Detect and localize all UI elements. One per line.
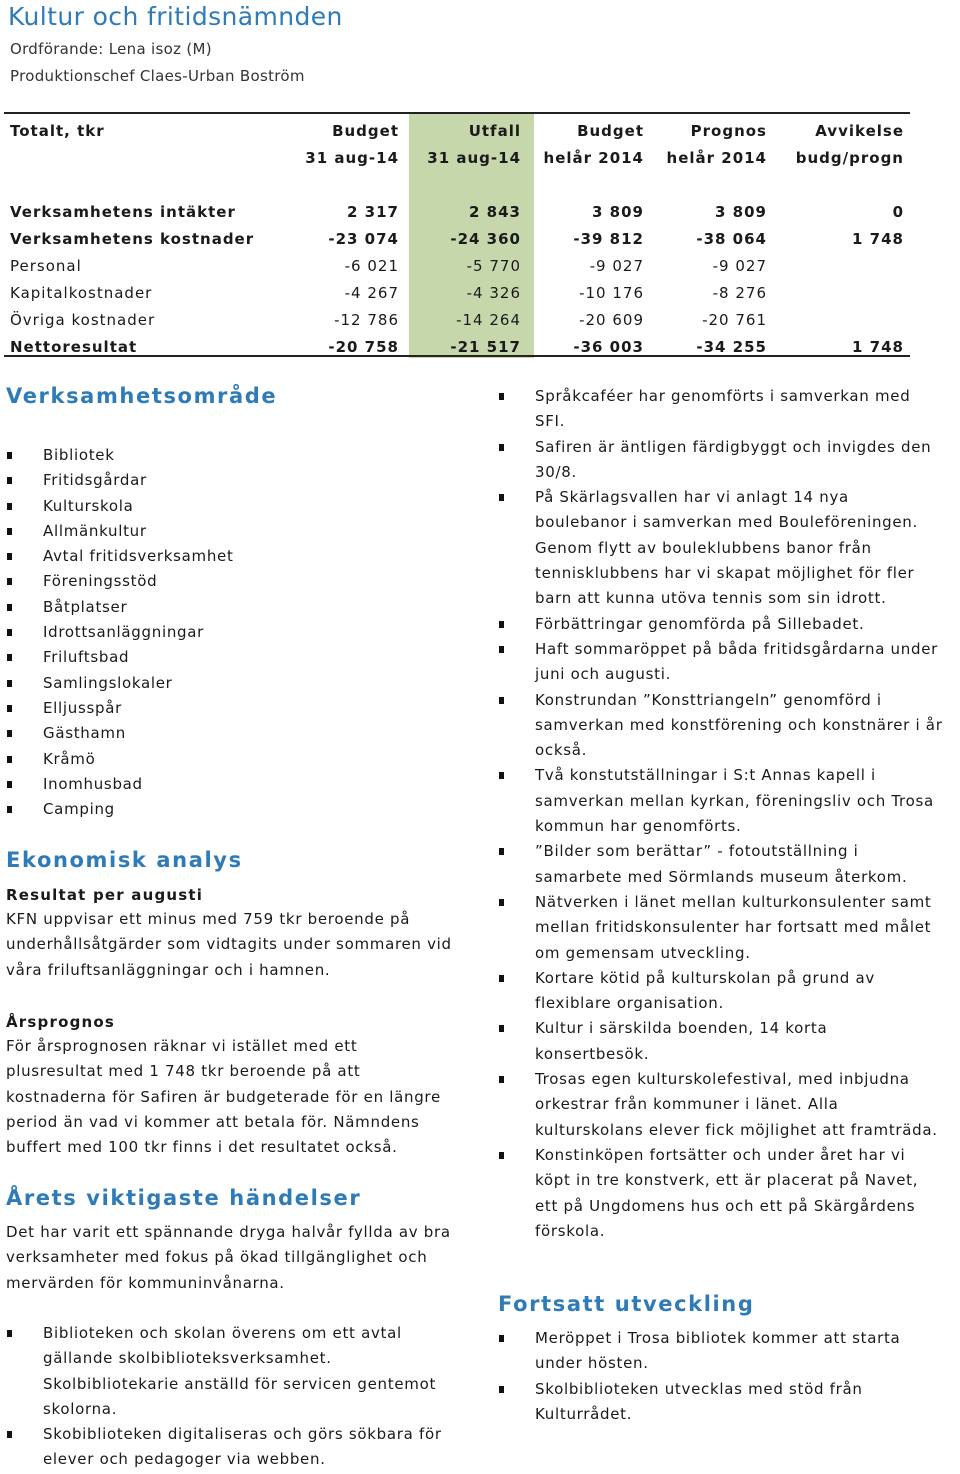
text-line: Biblioteken och skolan överens om ett avtal: [43, 1324, 402, 1342]
table-row: [4, 311, 910, 338]
cell-budget: -20 758: [328, 338, 399, 356]
header-cell: budg/progn: [795, 149, 904, 167]
text-line: Skolbiblioteken utvecklas med stöd från: [535, 1379, 863, 1398]
page-title: Kultur och fritidsnämnden: [8, 2, 343, 31]
table-row: [4, 230, 910, 257]
text-line: Skobiblioteken digitaliseras och görs sökbara för: [43, 1425, 442, 1444]
list-item: [498, 612, 960, 637]
cell-avvikelse: 1 748: [852, 230, 904, 248]
text-line: period än vad vi kommer att betala för. Nämndens: [6, 1112, 420, 1131]
production-chief-line: Produktionschef Claes-Urban Boström: [10, 67, 305, 85]
text-line: samverkan med konstförening och konstnärer i år: [535, 715, 943, 734]
header-cell: Avvikelse: [815, 122, 904, 140]
text-line: Nätverken i länet mellan kulturkonsulenter samt: [535, 892, 932, 911]
cell-budget: -12 786: [334, 311, 399, 329]
text-line: Konstinköpen fortsätter och under året har vi: [535, 1145, 906, 1164]
header-cell: Totalt, tkr: [10, 122, 105, 140]
text-line: elever och pedagoger via webben.: [43, 1450, 326, 1469]
list-item: Föreningsstöd: [6, 569, 466, 594]
table-row: [4, 284, 910, 311]
list-item: [498, 1326, 960, 1377]
table-row: [4, 257, 910, 284]
text-line: buffert med 100 tkr finns i det resultatet också.: [6, 1138, 398, 1157]
text-line: underhållsåtgärder som vidtagits under sommaren vid: [6, 935, 452, 954]
text-line: boulebanor i samverkan med Bouleföreningen.: [535, 513, 918, 532]
cell-budget-year: -10 176: [579, 284, 644, 302]
text-line: verksamheter med fokus på ökad tillgänglighet och: [6, 1248, 428, 1267]
cell-prognos: 3 809: [715, 203, 767, 221]
text-line: ”Bilder som berättar” - fotoutställning i: [535, 842, 859, 861]
text-line: Kulturrådet.: [535, 1404, 633, 1423]
text-line: plusresultat med 1 748 tkr beroende på att: [6, 1062, 361, 1081]
list-item: [498, 688, 960, 764]
list-item: Samlingslokaler: [6, 671, 466, 696]
text-line: mellan fritidskonsulenter har fortsatt med målet: [535, 918, 932, 937]
text-line: kulturskolans elever fick möjlighet att framträda.: [535, 1120, 938, 1139]
text-line: Meröppet i Trosa bibliotek kommer att starta: [535, 1329, 901, 1347]
fortsatt-list: [498, 1326, 960, 1427]
cell-budget: -4 267: [344, 284, 399, 302]
text-line: Språkcaféer har genomförts i samverkan med: [535, 387, 911, 405]
table-row: [4, 203, 910, 230]
verksamhet-list: [6, 443, 466, 822]
cell-prognos: -8 276: [712, 284, 767, 302]
table-header-row-1: [4, 122, 910, 149]
list-item: [498, 966, 960, 1017]
cell-utfall: -21 517: [450, 338, 521, 356]
text-line: också.: [535, 741, 588, 760]
header-cell: Budget: [332, 122, 399, 140]
arsprognos-subheading: Årsprognos: [6, 1013, 116, 1031]
text-line: orkestrar från kommuner i länet. Alla: [535, 1095, 839, 1114]
header-cell: Budget: [577, 122, 644, 140]
row-label: Verksamhetens intäkter: [10, 203, 236, 221]
cell-prognos: -34 255: [696, 338, 767, 356]
list-item: [498, 637, 960, 688]
verksamhet-heading: Verksamhetsområde: [6, 384, 278, 408]
text-line: köpt in tre konstverk, ett är placerat på Navet,: [535, 1171, 919, 1190]
text-line: våra friluftsanläggningar och i hamnen.: [6, 960, 331, 979]
list-item: Camping: [6, 797, 466, 822]
text-line: Genom flytt av bouleklubbens banor från: [535, 538, 872, 557]
list-item: Bibliotek: [6, 443, 466, 468]
cell-prognos: -38 064: [696, 230, 767, 248]
list-item: [6, 1321, 476, 1422]
text-line: Safiren är äntligen färdigbyggt och invigdes den: [535, 437, 932, 456]
ekonomisk-heading: Ekonomisk analys: [6, 848, 243, 872]
list-item: [498, 485, 960, 611]
text-line: Förbättringar genomförda på Sillebadet.: [535, 614, 865, 633]
list-item: [498, 763, 960, 839]
list-item: Fritidsgårdar: [6, 468, 466, 493]
cell-prognos: -20 761: [702, 311, 767, 329]
text-line: För årsprognosen räknar vi istället med ett: [6, 1037, 358, 1055]
table-top-rule: [4, 112, 910, 114]
cell-budget: -23 074: [328, 230, 399, 248]
list-item: Kulturskola: [6, 494, 466, 519]
text-line: Två konstutställningar i S:t Annas kapell i: [535, 766, 876, 785]
list-item: [498, 1143, 960, 1244]
cell-avvikelse: 0: [892, 203, 904, 221]
arsprognos-paragraph: [6, 1034, 476, 1160]
text-line: förskola.: [535, 1221, 606, 1240]
cell-budget-year: -20 609: [579, 311, 644, 329]
budget-table: [4, 112, 910, 358]
text-line: Kortare kötid på kulturskolan på grund av: [535, 968, 875, 987]
list-item: Kråmö: [6, 747, 466, 772]
resultat-subheading: Resultat per augusti: [6, 886, 204, 904]
row-label: Verksamhetens kostnader: [10, 230, 255, 248]
list-item: Avtal fritidsverksamhet: [6, 544, 466, 569]
cell-utfall: -5 770: [466, 257, 521, 275]
text-line: Det har varit ett spännande dryga halvår fyllda av bra: [6, 1223, 451, 1241]
header-cell: helår 2014: [666, 149, 767, 167]
handelser-heading: Årets viktigaste händelser: [6, 1186, 362, 1210]
resultat-paragraph: [6, 907, 476, 983]
handelser-list-left: [6, 1321, 476, 1473]
cell-budget-year: 3 809: [592, 203, 644, 221]
header-cell: Prognos: [690, 122, 767, 140]
text-line: flexiblare organisation.: [535, 994, 724, 1013]
text-line: samverkan mellan kyrkan, föreningsliv och Trosa: [535, 791, 934, 810]
table-header-row-2: [4, 149, 910, 176]
cell-prognos: -9 027: [712, 257, 767, 275]
cell-utfall: -24 360: [450, 230, 521, 248]
header-cell: helår 2014: [543, 149, 644, 167]
row-label: Personal: [10, 257, 82, 275]
text-line: ett på Ungdomens hus och ett på Skärgårdens: [535, 1196, 916, 1215]
text-line: under hösten.: [535, 1354, 649, 1373]
header-cell: 31 aug-14: [305, 149, 399, 167]
text-line: KFN uppvisar ett minus med 759 tkr beroende på: [6, 910, 411, 928]
list-item: Båtplatser: [6, 595, 466, 620]
fortsatt-heading: Fortsatt utveckling: [498, 1292, 755, 1316]
header-cell: 31 aug-14: [427, 149, 521, 167]
text-line: Konstrundan ”Konsttriangeln” genomförd i: [535, 690, 882, 709]
text-line: Kultur i särskilda boenden, 14 korta: [535, 1019, 828, 1038]
cell-utfall: -14 264: [456, 311, 521, 329]
text-line: kommun har genomförts.: [535, 817, 742, 836]
list-item: [6, 1422, 476, 1473]
text-line: skolorna.: [43, 1399, 118, 1418]
cell-budget: 2 317: [347, 203, 399, 221]
list-item: Gästhamn: [6, 721, 466, 746]
cell-budget-year: -36 003: [573, 338, 644, 356]
list-item: Allmänkultur: [6, 519, 466, 544]
cell-utfall: 2 843: [469, 203, 521, 221]
text-line: Haft sommaröppet på båda fritidsgårdarna under: [535, 639, 938, 658]
cell-budget-year: -39 812: [573, 230, 644, 248]
cell-budget-year: -9 027: [589, 257, 644, 275]
text-line: juni och augusti.: [535, 665, 672, 684]
handelser-list-right: [498, 384, 960, 1244]
list-item: [498, 1377, 960, 1428]
text-line: Skolbibliotekarie anställd för servicen gentemot: [43, 1374, 437, 1393]
row-label: Nettoresultat: [10, 338, 138, 356]
list-item: Inomhusbad: [6, 772, 466, 797]
row-label: Övriga kostnader: [10, 311, 156, 329]
text-line: konsertbesök.: [535, 1044, 650, 1063]
chair-line: Ordförande: Lena isoz (M): [10, 40, 212, 58]
cell-budget: -6 021: [344, 257, 399, 275]
list-item: [498, 1067, 960, 1143]
list-item: [498, 890, 960, 966]
list-item: [498, 839, 960, 890]
text-line: gällande skolbiblioteksverksamhet.: [43, 1349, 332, 1368]
text-line: tennisklubbens har vi skapat möjlighet för fler: [535, 564, 915, 583]
text-line: Trosas egen kulturskolefestival, med inbjudna: [535, 1070, 910, 1089]
list-item: [498, 435, 960, 486]
text-line: kostnaderna för Safiren är budgeterade för en längre: [6, 1087, 441, 1106]
header-cell: Utfall: [468, 122, 521, 140]
list-item: Idrottsanläggningar: [6, 620, 466, 645]
text-line: mervärden för kommuninvånarna.: [6, 1273, 285, 1292]
list-item: [498, 1016, 960, 1067]
list-item: [498, 384, 960, 435]
handelser-intro: [6, 1220, 476, 1296]
row-label: Kapitalkostnader: [10, 284, 153, 302]
text-line: om gemensam utveckling.: [535, 943, 751, 962]
list-item: Friluftsbad: [6, 645, 466, 670]
cell-utfall: -4 326: [466, 284, 521, 302]
table-row-total: [4, 338, 910, 365]
cell-avvikelse: 1 748: [852, 338, 904, 356]
text-line: barn att kunna utöva tennis som sin idrott.: [535, 589, 887, 608]
list-item: Elljusspår: [6, 696, 466, 721]
text-line: På Skärlagsvallen har vi anlagt 14 nya: [535, 488, 849, 507]
text-line: 30/8.: [535, 462, 577, 481]
text-line: samarbete med Sörmlands museum återkom.: [535, 867, 908, 886]
text-line: SFI.: [535, 412, 566, 431]
